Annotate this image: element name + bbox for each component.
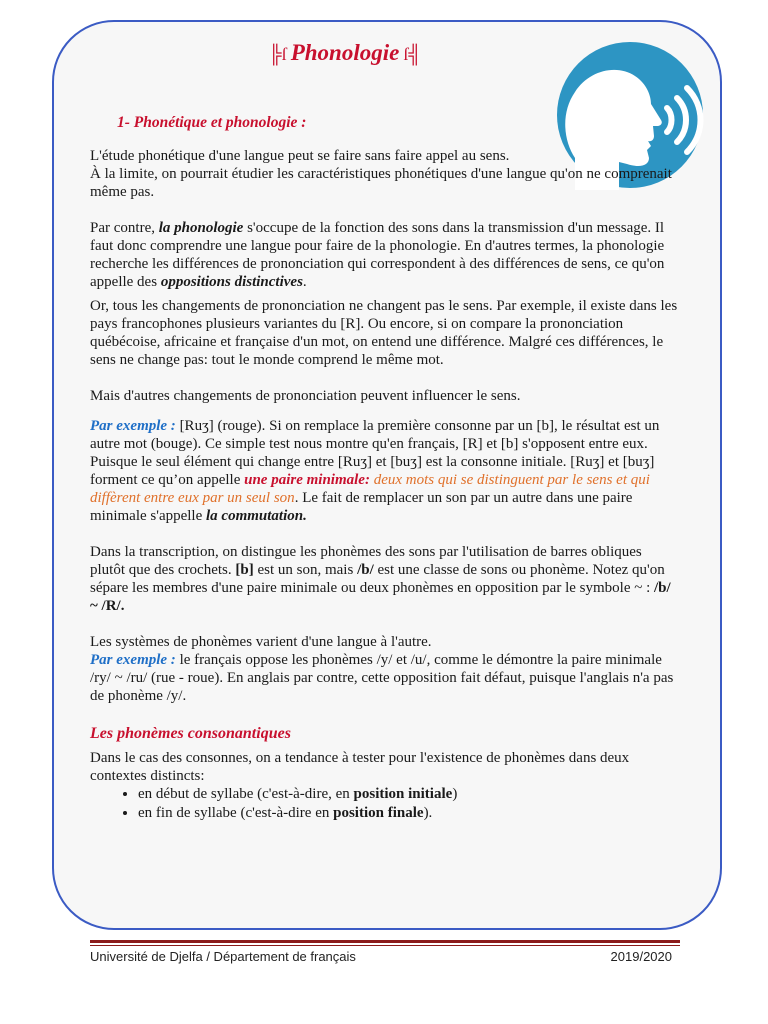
document-body: [90, 114, 680, 823]
section-heading: Les phonèmes consonantiques: [90, 725, 291, 742]
paragraph: [90, 417, 680, 525]
text: ): [452, 786, 458, 802]
term: la commutation.: [206, 508, 307, 524]
bullet-list: [90, 785, 680, 823]
footer-divider: [90, 940, 680, 948]
text: Dans la transcription, on distingue les phonèmes des sons par l'utilisation de barres obliques plutôt que des crochets.: [90, 544, 642, 578]
paragraph: [90, 147, 680, 201]
paragraph: Or, tous les changements de prononciation ne changent pas le sens. Par exemple, il existe dans les pays francophones plusieurs variantes du [R]. Ou encore, si on compare la prononciation québécoise, africaine et française d'un mot, on entend une différence. Malgré ces différences, le sens ne change pas: tout le monde comprend le même mot.: [90, 298, 678, 368]
paragraph: [90, 543, 680, 615]
text: .: [302, 274, 307, 290]
text: ).: [423, 805, 433, 821]
text: Par contre,: [90, 220, 159, 236]
paragraph-text: L'étude phonétique d'une langue peut se faire sans faire appel au sens.: [90, 148, 510, 164]
bold-symbol: [b]: [235, 562, 254, 578]
term: oppositions distinctives: [160, 274, 303, 290]
text: [Ruʒ] (rouge). Si on remplace la première consonne par un [b], le résultat est un autre mot (bouge). Ce simple test nous montre qu'en français, [R] et [b] s'opposent entre eux. Puisque le seul élément qui change entre [Ruʒ] et [buʒ] est la consonne initiale. [Ruʒ] et [buʒ] forment ce qu’on appelle: [90, 418, 660, 488]
bold-symbol: /b/: [357, 562, 374, 578]
term-minimal-pair: une paire minimale:: [244, 472, 370, 488]
term: la phonologie: [158, 220, 244, 236]
ornament-left: ╠ſ: [268, 44, 287, 64]
footer-year: 2019/2020: [610, 949, 672, 964]
paragraph: Dans le cas des consonnes, on a tendance à tester pour l'existence de phonèmes dans deux contextes distincts:: [90, 750, 630, 784]
section-heading: 1- Phonétique et phonologie :: [117, 114, 307, 131]
paragraph-text: À la limite, on pourrait étudier les caractéristiques phonétiques d'une langue qu'on ne comprenait même pas.: [90, 166, 672, 200]
bold-term: position finale: [333, 805, 424, 821]
paragraph: [90, 633, 680, 705]
text: en début de syllabe (c'est-à-dire, en: [138, 786, 354, 802]
text: . Le fait de remplacer un son par un autre dans une paire minimale s'appelle: [90, 490, 633, 524]
paragraph: [90, 219, 680, 291]
paragraph: Mais d'autres changements de prononciation peuvent influencer le sens.: [90, 388, 521, 404]
text: est un son, mais: [253, 562, 358, 578]
text: s'occupe de la fonction des sons dans la transmission d'un message. Il faut donc comprendre une langue pour faire de la phonologie. En d'autres termes, la phonologie recherche les différences de prononciation qui correspondent à des différences de sens, ce qu'on appelle des: [90, 220, 665, 290]
bold-symbol: /b/ ~ /R/.: [90, 580, 671, 614]
bold-term: position initiale: [353, 786, 453, 802]
definition: deux mots qui se distinguent par le sens et qui diffèrent entre eux par un seul son: [90, 472, 650, 506]
example-label: Par exemple :: [90, 652, 176, 668]
footer-institution: Université de Djelfa / Département de français: [90, 949, 356, 964]
text: en fin de syllabe (c'est-à-dire en: [138, 805, 334, 821]
text: est une classe de sons ou phonème. Notez qu'on sépare les membres d'une paire minimale ou deux phonèmes en opposition par le symbole ~ :: [90, 562, 665, 596]
example-label: Par exemple :: [90, 418, 176, 434]
list-item: [138, 785, 680, 804]
text: Les systèmes de phonèmes varient d'une langue à l'autre.: [90, 634, 432, 650]
title-text: Phonologie: [290, 40, 400, 65]
list-item: [138, 804, 680, 823]
text: le français oppose les phonèmes /y/ et /u/, comme le démontre la paire minimale /ry/ ~ /ru/ (rue - roue). En anglais par contre, cette opposition fait défaut, puisque l'anglais n'a pas de phonème /y/.: [90, 652, 674, 704]
page-footer: [90, 949, 672, 964]
ornament-right: ſ╣: [403, 44, 422, 64]
